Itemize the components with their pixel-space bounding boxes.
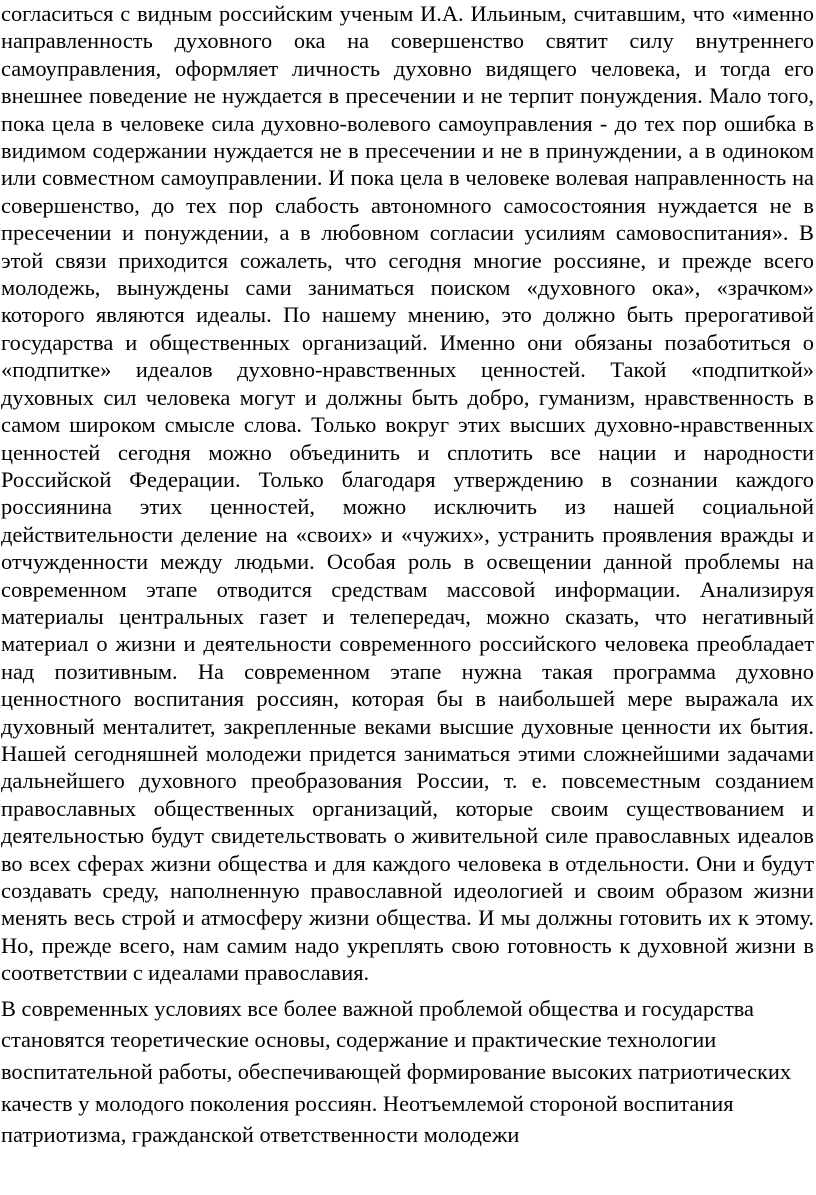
body-paragraph-2: В современных условиях все более важной проблемой общества и государства становятся теоретические основы, содержание и практические технологии воспитательной работы, обеспечивающей формирование высоких патриотических качеств у молодого поколения россиян. Неотъемлемой стороной воспитания патриотизма, гражданской ответственности молодежи	[1, 995, 792, 1148]
body-paragraph-1: согласиться с видным российским ученым И.А. Ильиным, считавшим, что «именно направленность духовного ока на совершенство святит силу внутреннего самоуправления, оформляет личность духовно видящего человека, и тогда его внешнее поведение не нуждается в пресечении и не терпит понуждения. Мало того, пока цела в человеке сила духовно-волевого самоуправления - до тех пор ошибка в видимом содержании нуждается не в пресечении и не в принуждении, а в одиноком или совместном самоуправлении. И пока цела в человеке волевая направленность на совершенство, до тех пор слабость автономного самосостояния нуждается не в пресечении и понуждении, а в любовном согласии усилиям самовоспитания». В этой связи приходится сожалеть, что сегодня многие россияне, и прежде всего молодежь, вынуждены сами заниматься поиском «духовного ока», «зрачком» которого являются идеалы. По нашему мнению, это должно быть прерогативой государства и общественных организаций. Именно они обязаны позаботиться о «подпитке» идеалов духовно-нравственных ценностей. Такой «подпиткой» духовных сил человека могут и должны быть добро, гуманизм, нравственность в самом широком смысле слова. Только вокруг этих высших духовно-нравственных ценностей сегодня можно объединить и сплотить все нации и народности Российской Федерации. Только благодаря утверждению в сознании каждого россиянина этих ценностей, можно исключить из нашей социальной действительности деление на «своих» и «чужих», устранить проявления вражды и отчужденности между людьми. Особая роль в освещении данной проблемы на современном этапе отводится средствам массовой информации. Анализируя материалы центральных газет и телепередач, можно сказать, что негативный материал о жизни и деятельности современного российского человека преобладает над позитивным. На современном этапе нужна такая программа духовно ценностного воспитания россиян, которая бы в наибольшей мере выражала их духовный менталитет, закрепленные веками высшие духовные ценности их бытия. Нашей сегодняшней молодежи придется заниматься этими сложнейшими задачами дальнейшего духовного преобразования России, т. е. повсеместным созданием православных общественных организаций, которые своим существованием и деятельностью будут свидетельствовать о живительной силе православных идеалов во всех сферах жизни общества и для каждого человека в отдельности. Они и будут создавать среду, наполненную православной идеологией и своим образом жизни менять весь строй и атмосферу жизни общества. И мы должны готовить их к этому. Но, прежде всего, нам самим надо укреплять свою готовность к духовной жизни в соответствии с идеалами православия.	[1, 1, 814, 986]
